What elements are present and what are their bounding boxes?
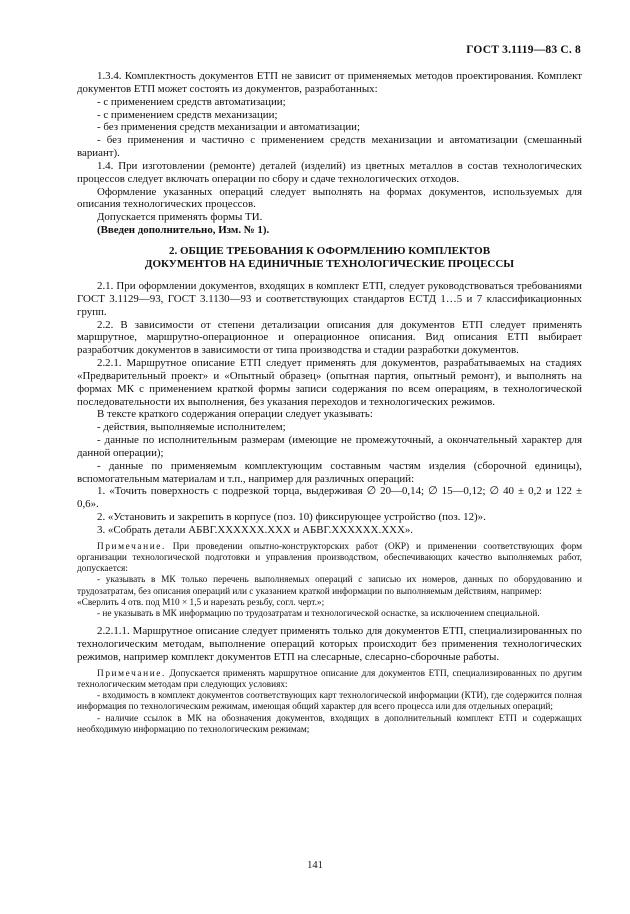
page-header: ГОСТ 3.1119—83 С. 8 bbox=[466, 44, 581, 56]
example-1: 1. «Точить поверхность с подрезкой торца, выдерживая ∅ 20—0,14; ∅ 15—0,12; ∅ 40 ± 0,2 и 122 ± 0,6». bbox=[77, 485, 582, 511]
paragraph-1-4: 1.4. При изготовлении (ремонте) деталей (изделий) из цветных металлов в состав технологических процессов следует включать операции по сбору и сдаче технологических отходов. bbox=[77, 159, 582, 185]
list-item: - с применением средств автоматизации; bbox=[97, 95, 286, 108]
section-heading bbox=[77, 245, 582, 271]
paragraph: Допускается применять формы ТИ. bbox=[97, 211, 263, 224]
list-item: - без применения средств механизации и автоматизации; bbox=[97, 121, 361, 134]
section-heading-line-2: ДОКУМЕНТОВ НА ЕДИНИЧНЫЕ ТЕХНОЛОГИЧЕСКИЕ ПРОЦЕССЫ bbox=[144, 257, 515, 270]
note-list-item: - входимость в комплект документов соответствующих карт технологической информации (КТИ), где содержится полная информация по технологическим режимам, имеющая общий характер для всего процесса или для отдельных операций; bbox=[77, 691, 582, 713]
paragraph-2-2: 2.2. В зависимости от степени детализации описания для документов ЕТП следует применять маршрутное, маршрутно-операционное и операционное описания. Вид описания ЕТП выбирает разработчик документов в зависимости от типа производства и стадии разработки документов. bbox=[77, 318, 582, 357]
list-item: - без применения и частично с применением средств механизации и автоматизации (смешанный вариант). bbox=[77, 134, 582, 160]
section-heading-line-1: 2. ОБЩИЕ ТРЕБОВАНИЯ К ОФОРМЛЕНИЮ КОМПЛЕКТОВ bbox=[168, 244, 491, 257]
note-example: «Сверлить 4 отв. под М10 × 1,5 и нарезать резьбу, согл. черт.»; bbox=[77, 597, 325, 608]
list-item: - с применением средств механизации; bbox=[97, 108, 278, 121]
paragraph-2-1: 2.1. При оформлении документов, входящих в комплект ЕТП, следует руководствоваться требованиями ГОСТ 3.1129—93, ГОСТ 3.1130—93 и соответствующих стандартов ЕСТД 1…5 и 7 классификационных групп. bbox=[77, 279, 582, 318]
paragraph: Оформление указанных операций следует выполнять на формах документов, используемых для описания технологических процессов. bbox=[77, 185, 582, 211]
page-number: 141 bbox=[307, 860, 323, 871]
document-body bbox=[77, 70, 582, 736]
note-list-item: - указывать в МК только перечень выполняемых операций с записью их номеров, данных по оборудованию и трудозатратам, без описания операций или с указанием краткой информации по выполняемым действиям, например: bbox=[77, 575, 582, 597]
paragraph-2-2-1-1: 2.2.1.1. Маршрутное описание следует применять только для документов ЕТП, специализированных по технологическим методам, выполнение операций которых происходит без применения технологических режимов, например комплект документов ЕТП на слесарные, слесарно-сборочные работы. bbox=[77, 625, 582, 663]
note-list-item: - наличие ссылок в МК на обозначения документов, входящих в дополнительный комплект ЕТП и содержащих необходимую информацию по технологическим режимам; bbox=[77, 713, 582, 735]
note-text: Допускается применять маршрутное описание для документов ЕТП, специализированных по другим технологическим методам при следующих условиях: bbox=[77, 668, 582, 690]
note-list-item: - не указывать в МК информацию по трудозатратам и технологической оснастке, за исключением специальной. bbox=[97, 609, 540, 620]
note-2 bbox=[77, 669, 582, 691]
paragraph: В тексте краткого содержания операции следует указывать: bbox=[97, 408, 373, 421]
note-text: При проведении опытно-конструкторских работ (ОКР) и применении соответствующих форм организации технологической подготовки и управления производством, обеспечивающих качество выполняемых работ, допускается: bbox=[77, 541, 582, 575]
paragraph-2-2-1: 2.2.1. Маршрутное описание ЕТП следует применять для документов, разрабатываемых на стадиях «Предварительный проект» и «Опытный образец» (опытная партия, опытный ремонт), и выполнять на формах МК с применением краткой формы записи содержания по всем операциям, в технологической последовательности их выполнения, без указания переходов и технологических режимов. bbox=[77, 357, 582, 408]
list-item: - данные по исполнительным размерам (имеющие не промежуточный, а окончательный характер для данной операции); bbox=[77, 434, 582, 459]
list-item: - действия, выполняемые исполнителем; bbox=[97, 421, 286, 434]
note-1 bbox=[77, 542, 582, 576]
note-label: Примечание. bbox=[97, 668, 166, 679]
example-2: 2. «Установить и закрепить в корпусе (поз. 10) фиксирующее устройство (поз. 12)». bbox=[97, 511, 486, 524]
paragraph-1-3-4: 1.3.4. Комплектность документов ЕТП не зависит от применяемых методов проектирования. Комплект документов ЕТП может состоять из документов, разработанных: bbox=[77, 70, 582, 95]
list-item: - данные по применяемым комплектующим составным частям изделия (сборочной единицы), вспомогательным материалам и т.п., например для различных операций: bbox=[77, 459, 582, 485]
note-label: Примечание. bbox=[97, 541, 166, 552]
amendment-note: (Введен дополнительно, Изм. № 1). bbox=[97, 224, 270, 237]
example-3: 3. «Собрать детали АБВГ.XXXXXX.XXX и АБВГ.XXXXXX.XXX». bbox=[97, 524, 414, 536]
